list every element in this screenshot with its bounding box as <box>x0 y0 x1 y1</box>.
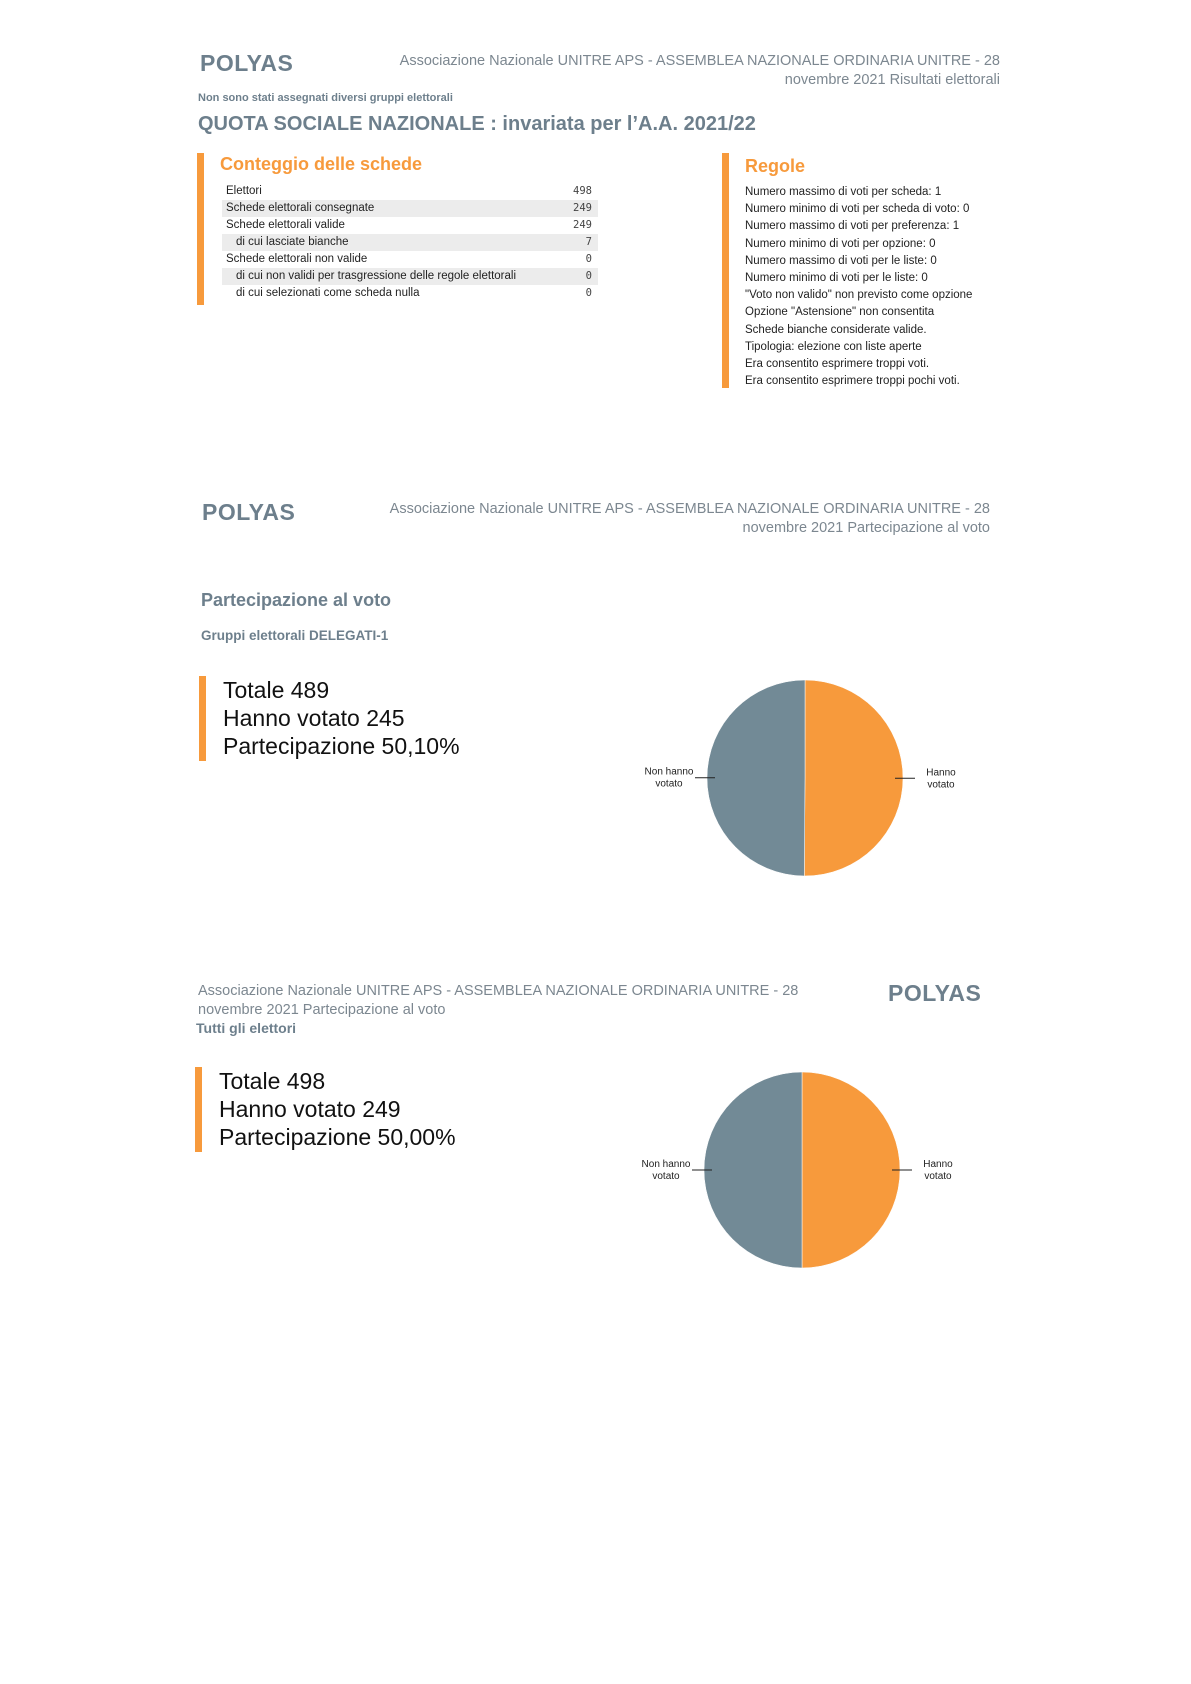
count-row <box>222 285 598 302</box>
rule-item: Numero massimo di voti per preferenza: 1 <box>745 220 960 233</box>
rules-accent-bar <box>722 153 729 388</box>
page2-header-line2: novembre 2021 Partecipazione al voto <box>742 520 990 536</box>
rule-item: Numero minimo di voti per scheda di voto: 0 <box>745 203 970 216</box>
groups-note: Non sono stati assegnati diversi gruppi elettorali <box>198 92 453 104</box>
page1-header <box>330 52 1000 90</box>
pie-label: Hanno votato <box>923 1159 953 1182</box>
polyas-logo: POLYAS <box>888 980 982 1006</box>
pie-label: Hanno votato <box>926 767 956 791</box>
count-value: 249 <box>573 219 592 231</box>
count-title: Conteggio delle schede <box>220 154 423 174</box>
rule-item: "Voto non valido" non previsto come opzione <box>745 289 973 302</box>
rule-item: Schede bianche considerate valide. <box>745 323 927 336</box>
stat-voted: Hanno votato 249 <box>219 1096 401 1122</box>
stat-participation: Partecipazione 50,10% <box>223 733 460 759</box>
rule-item: Era consentito esprimere troppi voti. <box>745 358 930 371</box>
page3-header-line2: novembre 2021 Partecipazione al voto <box>198 1002 446 1018</box>
participation-stats <box>223 676 460 760</box>
rule-item: Tipologia: elezione con liste aperte <box>745 340 922 353</box>
stats-accent-bar <box>195 1067 202 1152</box>
count-label: Schede elettorali valide <box>226 219 345 231</box>
count-label: Schede elettorali consegnate <box>226 202 375 214</box>
count-row <box>222 217 598 234</box>
pie-label: Non hanno votato <box>641 1159 691 1182</box>
participation-stats <box>219 1067 456 1151</box>
rule-item: Opzione "Astensione" non consentita <box>745 306 935 319</box>
stat-total: Totale 498 <box>219 1068 326 1094</box>
count-label: di cui selezionati come scheda nulla <box>236 287 420 299</box>
count-value: 0 <box>585 287 592 299</box>
participation-title: Partecipazione al voto <box>201 590 392 610</box>
count-label: di cui non validi per trasgressione delle regole elettorali <box>236 270 516 282</box>
pie-label: Non hanno votato <box>644 766 694 790</box>
count-accent-bar <box>197 153 204 305</box>
page3-header-line1: Associazione Nazionale UNITRE APS - ASSEMBLEA NAZIONALE ORDINARIA UNITRE - 28 <box>198 983 799 999</box>
all-voters-title: Tutti gli elettori <box>196 1020 297 1036</box>
stat-total: Totale 489 <box>223 677 330 703</box>
count-row <box>222 234 598 251</box>
pie-chart-delegati <box>600 670 1000 890</box>
page1-header-line2: novembre 2021 Risultati elettorali <box>784 72 1000 88</box>
pie-slice-voted <box>802 1072 900 1268</box>
rules-title: Regole <box>745 156 806 176</box>
rule-item: Numero massimo di voti per le liste: 0 <box>745 254 937 267</box>
stat-participation: Partecipazione 50,00% <box>219 1124 456 1150</box>
rule-item: Numero massimo di voti per scheda: 1 <box>745 186 942 198</box>
ballot-title: QUOTA SOCIALE NAZIONALE : invariata per l’A.A. 2021/22 <box>198 113 756 135</box>
pie-slice-not-voted <box>704 1072 802 1268</box>
count-value: 0 <box>585 253 592 265</box>
pie-slice-not-voted <box>707 680 805 876</box>
pie-slice-voted <box>804 680 903 876</box>
count-label: Elettori <box>226 185 262 197</box>
count-value: 7 <box>585 236 592 248</box>
polyas-logo: POLYAS <box>202 499 296 525</box>
stat-voted: Hanno votato 245 <box>223 705 405 731</box>
count-value: 249 <box>573 202 592 214</box>
polyas-logo: POLYAS <box>200 50 294 76</box>
count-value: 0 <box>585 270 592 282</box>
stats-accent-bar <box>199 676 206 761</box>
page2-header-line1: Associazione Nazionale UNITRE APS - ASSEMBLEA NAZIONALE ORDINARIA UNITRE - 28 <box>389 501 990 517</box>
pie-svg <box>597 1062 997 1282</box>
count-row <box>222 268 598 285</box>
count-row <box>222 200 598 217</box>
page1-header-line1: Associazione Nazionale UNITRE APS - ASSEMBLEA NAZIONALE ORDINARIA UNITRE - 28 <box>399 53 1000 69</box>
page2-header <box>330 500 990 538</box>
page3-header <box>198 982 878 1020</box>
count-label: Schede elettorali non valide <box>226 253 368 265</box>
pie-svg <box>600 670 1000 890</box>
group-title: Gruppi elettorali DELEGATI-1 <box>201 628 389 643</box>
count-label: di cui lasciate bianche <box>236 236 349 248</box>
rules-list <box>745 184 972 390</box>
pie-chart-all-voters <box>597 1062 997 1282</box>
rule-item: Numero minimo di voti per le liste: 0 <box>745 272 928 285</box>
count-row <box>222 251 598 268</box>
count-value: 498 <box>573 185 592 197</box>
ballot-count-table <box>222 183 598 302</box>
count-row <box>222 183 598 200</box>
rule-item: Numero minimo di voti per opzione: 0 <box>745 237 936 250</box>
rule-item: Era consentito esprimere troppi pochi voti. <box>745 375 960 388</box>
